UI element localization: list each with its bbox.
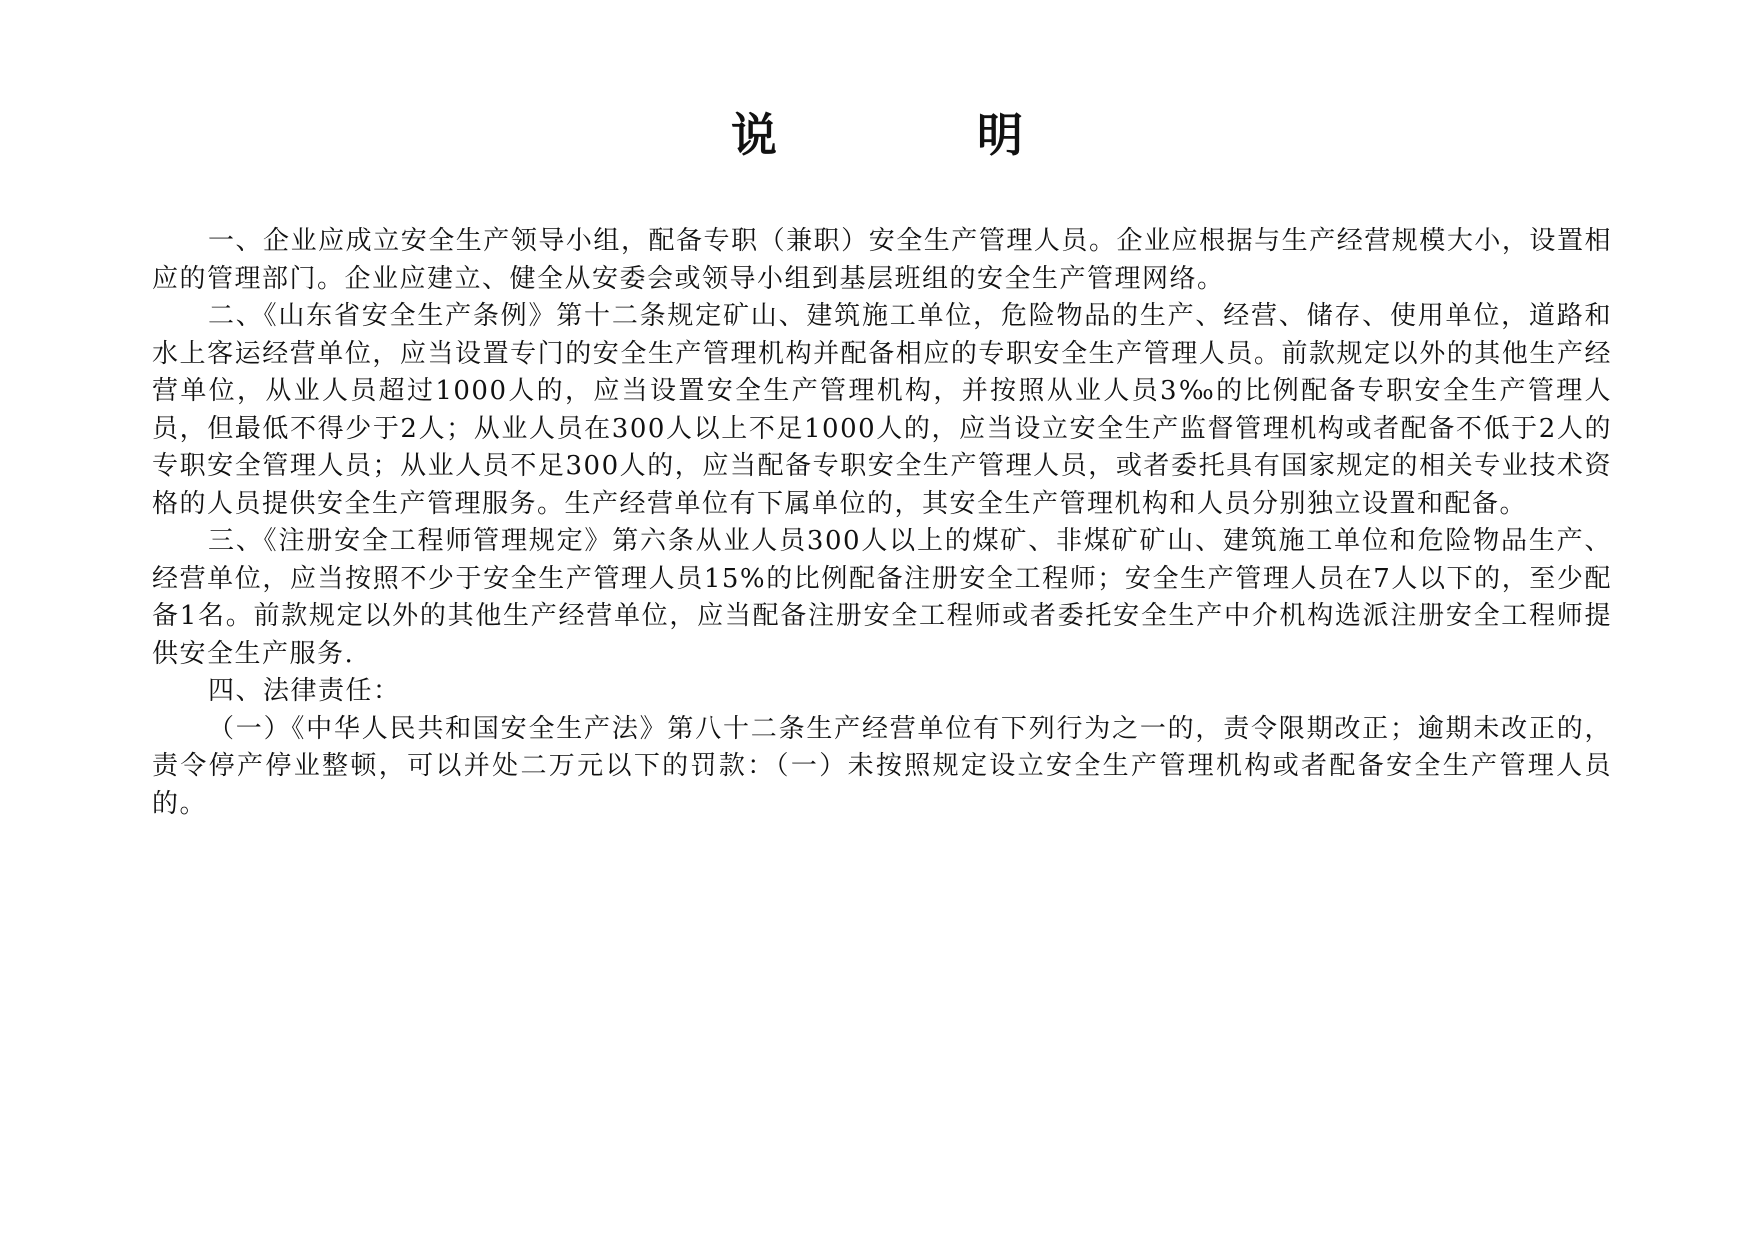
paragraph-5: （一）《中华人民共和国安全生产法》第八十二条生产经营单位有下列行为之一的，责令限期改正；逾期未改正的，责令停产停业整顿，可以并处二万元以下的罚款：（一）未按照规定设立安全生产管理机构或者配备安全生产管理人员的。 (152, 713, 1612, 819)
paragraph-1: 一、企业应成立安全生产领导小组，配备专职（兼职）安全生产管理人员。企业应根据与生产经营规模大小，设置相应的管理部门。企业应建立、健全从安委会或领导小组到基层班组的安全生产管理网络。 (152, 226, 1612, 294)
page-title: 说 明 (730, 108, 1115, 162)
document-body (152, 223, 1612, 823)
paragraph-4: 四、法律责任： (208, 676, 401, 706)
paragraph-2: 二、《山东省安全生产条例》第十二条规定矿山、建筑施工单位，危险物品的生产、经营、储存、使用单位，道路和水上客运经营单位，应当设置专门的安全生产管理机构并配备相应的专职安全生产管理人员。前款规定以外的其他生产经营单位，从业人员超过1000人的，应当设置安全生产管理机构，并按照从业人员3‰的比例配备专职安全生产管理人员，但最低不得少于2人；从业人员在300人以上不足1000人的，应当设立安全生产监督管理机构或者配备不低于2人的专职安全管理人员；从业人员不足300人的，应当配备专职安全生产管理人员，或者委托具有国家规定的相关专业技术资格的人员提供安全生产管理服务。生产经营单位有下属单位的，其安全生产管理机构和人员分别独立设置和配备。 (152, 301, 1612, 519)
paragraph-3: 三、《注册安全工程师管理规定》第六条从业人员300人以上的煤矿、非煤矿矿山、建筑施工单位和危险物品生产、经营单位，应当按照不少于安全生产管理人员15%的比例配备注册安全工程师；安全生产管理人员在7人以下的，至少配备1名。前款规定以外的其他生产经营单位，应当配备注册安全工程师或者委托安全生产中介机构选派注册安全工程师提供安全生产服务. (152, 526, 1612, 669)
